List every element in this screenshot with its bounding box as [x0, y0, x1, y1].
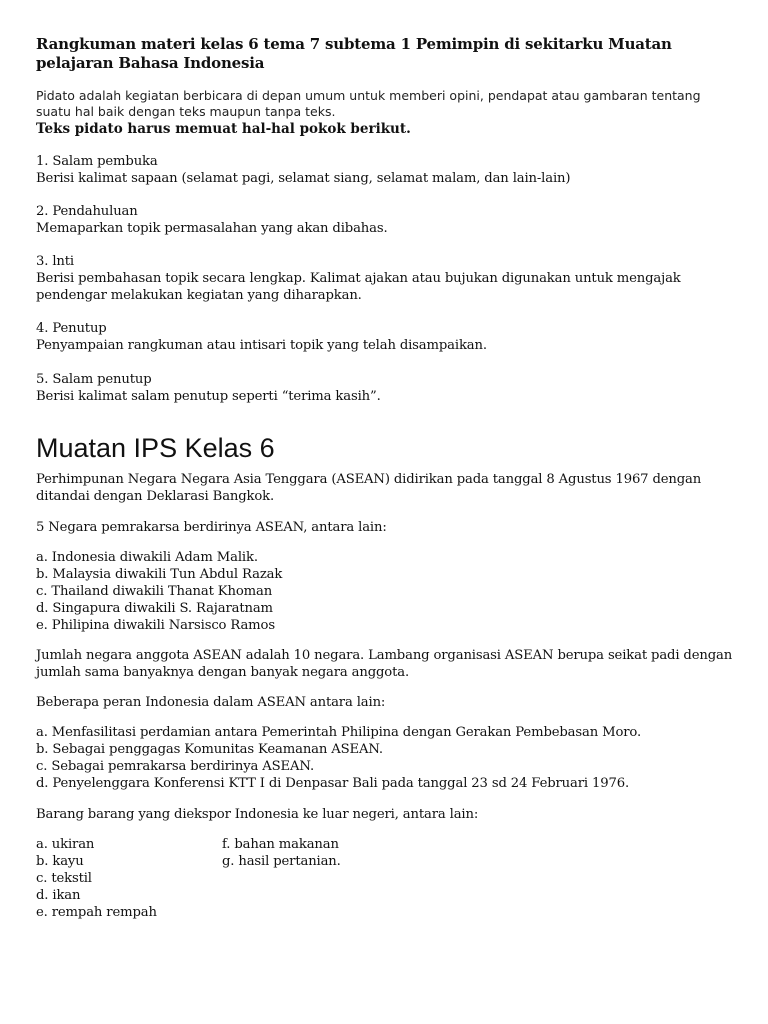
- list-item: a. Indonesia diwakili Adam Malik.: [36, 550, 258, 565]
- speech-part-5: [36, 371, 736, 405]
- list-item: c. Thailand diwakili Thanat Khoman: [36, 584, 273, 599]
- founders-list: [36, 549, 736, 634]
- speech-part-body: Berisi kalimat salam penutup seperti “terima kasih”.: [36, 389, 381, 404]
- list-item: d. ikan: [36, 888, 81, 903]
- lead-sentence: Teks pidato harus memuat hal-hal pokok berikut.: [36, 121, 411, 137]
- ips-paragraph-asean: [36, 471, 736, 505]
- ips-paragraph-founders-intro: [36, 519, 736, 536]
- speech-part-body: Memaparkan topik permasalahan yang akan dibahas.: [36, 221, 388, 236]
- speech-part-1: [36, 153, 736, 187]
- exports-column-left: [36, 836, 157, 921]
- list-item: d. Singapura diwakili S. Rajaratnam: [36, 601, 273, 616]
- document-title: Rangkuman materi kelas 6 tema 7 subtema 1 Pemimpin di sekitarku Muatan pelajaran Bahasa Indonesia: [36, 35, 672, 72]
- list-item: e. Philipina diwakili Narsisco Ramos: [36, 618, 275, 633]
- paragraph-text: 5 Negara pemrakarsa berdirinya ASEAN, antara lain:: [36, 520, 387, 535]
- speech-part-heading: 2. Pendahuluan: [36, 204, 138, 219]
- exports-column-right: [222, 836, 341, 870]
- paragraph-text: Perhimpunan Negara Negara Asia Tenggara (ASEAN) didirikan pada tanggal 8 Agustus 1967 dengan ditandai dengan Deklarasi Bangkok.: [36, 472, 702, 504]
- paragraph-text: Jumlah negara anggota ASEAN adalah 10 negara. Lambang organisasi ASEAN berupa seikat padi dengan jumlah sama banyaknya dengan banyak negara anggota.: [36, 648, 733, 680]
- list-item: c. tekstil: [36, 871, 92, 886]
- ips-paragraph-exports-intro: [36, 806, 736, 823]
- speech-part-body: Penyampaian rangkuman atau intisari topik yang telah disampaikan.: [36, 338, 487, 353]
- list-item: b. Sebagai penggagas Komunitas Keamanan ASEAN.: [36, 742, 383, 757]
- ips-paragraph-roles-intro: [36, 694, 736, 711]
- list-item: b. kayu: [36, 854, 84, 869]
- paragraph-text: Beberapa peran Indonesia dalam ASEAN antara lain:: [36, 695, 386, 710]
- roles-list: [36, 724, 736, 792]
- list-item: c. Sebagai pemrakarsa berdirinya ASEAN.: [36, 759, 314, 774]
- speech-part-3: [36, 253, 736, 304]
- speech-part-body: Berisi kalimat sapaan (selamat pagi, selamat siang, selamat malam, dan lain-lain): [36, 171, 571, 186]
- speech-part-2: [36, 203, 736, 237]
- section-heading-ips: Muatan IPS Kelas 6: [36, 433, 275, 463]
- paragraph-text: Barang barang yang diekspor Indonesia ke luar negeri, antara lain:: [36, 807, 479, 822]
- speech-part-heading: 4. Penutup: [36, 321, 107, 336]
- list-item: d. Penyelenggara Konferensi KTT I di Denpasar Bali pada tanggal 23 sd 24 Februari 1976.: [36, 776, 629, 791]
- list-item: b. Malaysia diwakili Tun Abdul Razak: [36, 567, 283, 582]
- speech-part-heading: 1. Salam pembuka: [36, 154, 158, 169]
- list-item: e. rempah rempah: [36, 905, 157, 920]
- speech-part-4: [36, 320, 736, 354]
- ips-paragraph-members: [36, 647, 736, 681]
- list-item: a. ukiran: [36, 837, 95, 852]
- speech-part-body: Berisi pembahasan topik secara lengkap. Kalimat ajakan atau bujukan digunakan untuk mengajak pendengar melakukan kegiatan yang diharapkan.: [36, 271, 681, 303]
- list-item: a. Menfasilitasi perdamian antara Pemerintah Philipina dengan Gerakan Pembebasan Moro.: [36, 725, 642, 740]
- list-item: f. bahan makanan: [222, 837, 339, 852]
- list-item: g. hasil pertanian.: [222, 854, 341, 869]
- intro-paragraph: Pidato adalah kegiatan berbicara di depan umum untuk memberi opini, pendapat atau gambaran tentang suatu hal baik dengan teks maupun tanpa teks.: [36, 88, 701, 119]
- speech-part-heading: 5. Salam penutup: [36, 372, 152, 387]
- speech-part-heading: 3. lnti: [36, 254, 74, 269]
